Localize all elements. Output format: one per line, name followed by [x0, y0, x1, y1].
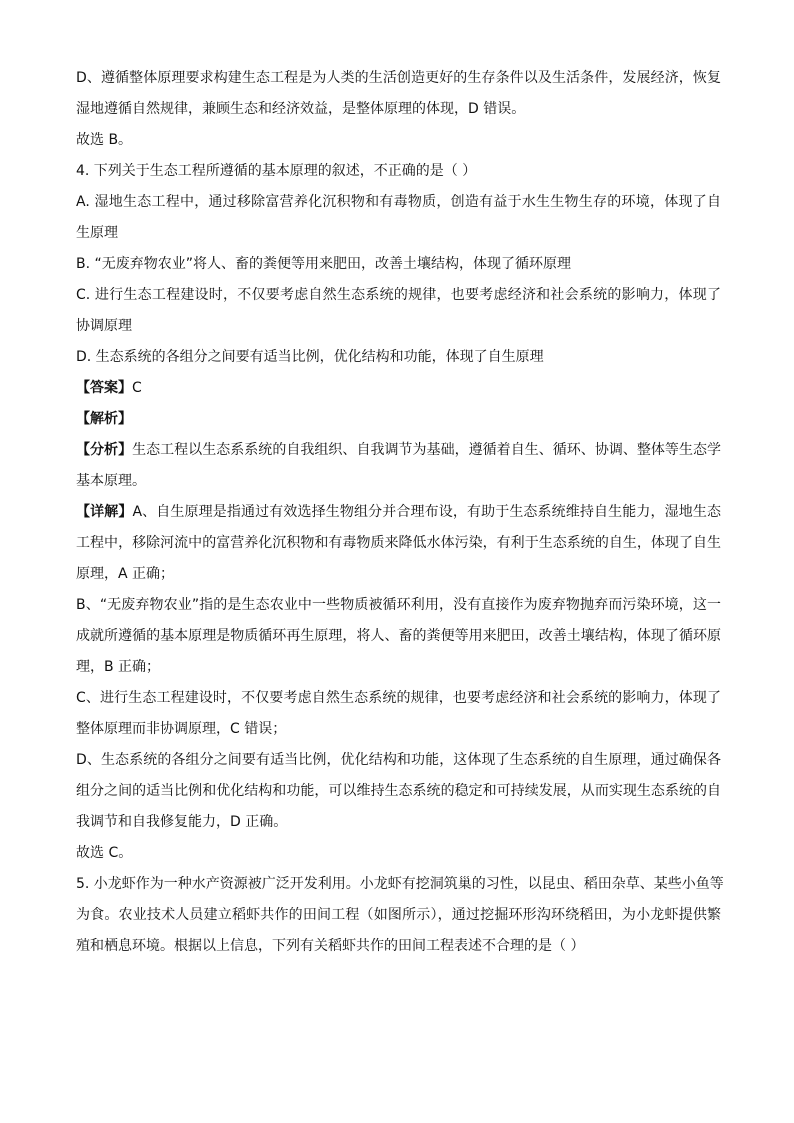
text-line: 工程中，移除河流中的富营养化沉积物和有毒物质来降低水体污染，有利于生态系统的自生，体现了自生 — [76, 535, 721, 551]
question-5-stem-cont: 为食。农业技术人员建立稻虾共作的田间工程（如图所示），通过挖掘环形沟环绕稻田，为小龙虾提供繁 — [76, 907, 721, 923]
text-line: B、“无废弃物农业”指的是生态农业中一些物质被循环利用，没有直接作为废弃物抛弃而污染环境，这一 — [76, 597, 721, 613]
text-line: 原理，A 正确； — [76, 566, 175, 582]
text-line: D、生态系统的各组分之间要有适当比例，优化结构和功能，这体现了生态系统的自生原理，通过确保各 — [76, 752, 721, 768]
detail-line: 【详解】A、自生原理是指通过有效选择生物组分并合理布设，有助于生态系统维持自生能力，湿地生态 — [76, 504, 721, 520]
option-c: C. 进行生态工程建设时，不仅要考虑自然生态系统的规律，也要考虑经济和社会系统的影响力，体现了 — [76, 287, 721, 303]
text-line: 组分之间的适当比例和优化结构和功能，可以维持生态系统的稳定和可持续发展，从而实现生态系统的自 — [76, 783, 721, 799]
text-line: 理，B 正确； — [76, 659, 161, 675]
text-line: 故选 B。 — [76, 132, 133, 148]
analysis-line-cont: 基本原理。 — [76, 473, 146, 489]
option-d: D. 生态系统的各组分之间要有适当比例，优化结构和功能，体现了自生原理 — [76, 349, 544, 365]
text-line: 故选 C。 — [76, 845, 133, 861]
text-line: 成就所遵循的基本原理是物质循环再生原理，将人、畜的粪便等用来肥田，改善土壤结构，体现了循环原 — [76, 628, 721, 644]
option-a-cont: 生原理 — [76, 225, 118, 241]
option-c-cont: 协调原理 — [76, 318, 132, 334]
analysis-heading: 【解析】 — [76, 411, 132, 427]
text-line: 整体原理而非协调原理，C 错误； — [76, 721, 287, 737]
document-page — [76, 63, 724, 962]
text-line: D、遵循整体原理要求构建生态工程是为人类的生活创造更好的生存条件以及生活条件，发展经济，恢复 — [76, 70, 721, 86]
option-a: A. 湿地生态工程中，通过移除富营养化沉积物和有毒物质，创造有益于水生生物生存的环境，体现了自 — [76, 194, 721, 210]
analysis-line: 【分析】生态工程以生态系系统的自我组织、自我调节为基础，遵循着自生、循环、协调、整体等生态学 — [76, 442, 722, 458]
answer-line: 【答案】C — [76, 380, 142, 396]
question-5-stem: 5. 小龙虾作为一种水产资源被广泛开发利用。小龙虾有挖洞筑巢的习性，以昆虫、稻田杂草、某些小鱼等 — [76, 876, 724, 892]
text-line: 我调节和自我修复能力，D 正确。 — [76, 814, 288, 830]
text-line: C、进行生态工程建设时，不仅要考虑自然生态系统的规律，也要考虑经济和社会系统的影响力，体现了 — [76, 690, 721, 706]
question-5-stem-end: 殖和栖息环境。根据以上信息，下列有关稻虾共作的田间工程表述不合理的是（ ） — [76, 938, 585, 954]
option-b: B. “无废弃物农业”将人、畜的粪便等用来肥田，改善土壤结构，体现了循环原理 — [76, 256, 572, 272]
text-line: 湿地遵循自然规律，兼顾生态和经济效益，是整体原理的体现，D 错误。 — [76, 101, 526, 117]
question-4-stem: 4. 下列关于生态工程所遵循的基本原理的叙述，不正确的是（ ） — [76, 163, 477, 179]
